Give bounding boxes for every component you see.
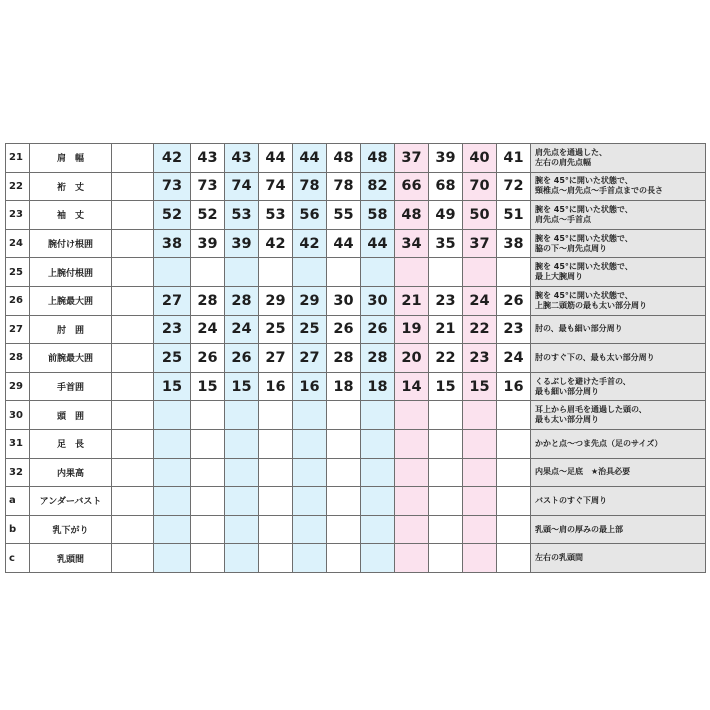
table-row	[6, 544, 706, 573]
size-value-cell: 26	[361, 315, 395, 344]
note-line: 乳頭〜肩の厚みの最上部	[535, 524, 623, 534]
size-value-cell	[327, 487, 361, 516]
size-value-cell: 39	[191, 229, 225, 258]
measurement-label: アンダーバスト	[30, 487, 112, 516]
size-value-cell	[259, 544, 293, 573]
table-row	[6, 487, 706, 516]
size-value-cell	[191, 429, 225, 458]
measurement-label: 頭 囲	[30, 401, 112, 430]
size-value-cell: 21	[395, 286, 429, 315]
size-value-cell: 44	[327, 229, 361, 258]
table-row	[6, 229, 706, 258]
size-value-cell	[154, 458, 191, 487]
size-value-cell: 74	[225, 172, 259, 201]
table-row	[6, 515, 706, 544]
size-value-cell: 27	[259, 344, 293, 373]
size-value-cell: 29	[259, 286, 293, 315]
size-value-cell	[395, 515, 429, 544]
measurement-note	[531, 401, 706, 430]
size-value-cell: 20	[395, 344, 429, 373]
size-value-cell: 26	[191, 344, 225, 373]
size-value-cell: 40	[463, 144, 497, 173]
row-number: 24	[6, 229, 30, 258]
empty-cell	[112, 144, 154, 173]
note-line: かかと点〜つま先点（足のサイズ）	[535, 438, 663, 448]
size-value-cell: 58	[361, 201, 395, 230]
measurement-note	[531, 172, 706, 201]
size-value-cell: 44	[259, 144, 293, 173]
size-value-cell: 39	[429, 144, 463, 173]
size-value-cell	[463, 544, 497, 573]
size-value-cell: 18	[327, 372, 361, 401]
note-line: 肘のすぐ下の、最も太い部分周り	[535, 352, 655, 362]
size-value-cell	[293, 429, 327, 458]
size-value-cell: 51	[497, 201, 531, 230]
empty-cell	[112, 458, 154, 487]
size-value-cell: 37	[395, 144, 429, 173]
size-value-cell	[191, 515, 225, 544]
measurement-note	[531, 487, 706, 516]
size-value-cell	[259, 515, 293, 544]
size-value-cell	[191, 458, 225, 487]
empty-cell	[112, 258, 154, 287]
size-value-cell: 22	[429, 344, 463, 373]
size-value-cell: 24	[225, 315, 259, 344]
size-value-cell: 26	[497, 286, 531, 315]
size-value-cell	[361, 515, 395, 544]
measurement-note	[531, 544, 706, 573]
size-value-cell	[191, 258, 225, 287]
table-row	[6, 201, 706, 230]
size-value-cell: 15	[429, 372, 463, 401]
row-number: 22	[6, 172, 30, 201]
size-value-cell: 18	[361, 372, 395, 401]
measurement-label: 手首囲	[30, 372, 112, 401]
size-value-cell: 39	[225, 229, 259, 258]
measurement-note	[531, 372, 706, 401]
size-value-cell	[259, 487, 293, 516]
row-number: c	[6, 544, 30, 573]
size-value-cell: 74	[259, 172, 293, 201]
size-value-cell	[361, 258, 395, 287]
size-value-cell	[361, 487, 395, 516]
size-value-cell: 28	[327, 344, 361, 373]
size-value-cell: 73	[191, 172, 225, 201]
measurement-note	[531, 344, 706, 373]
size-value-cell	[395, 429, 429, 458]
size-value-cell	[497, 258, 531, 287]
size-value-cell: 43	[191, 144, 225, 173]
size-value-cell	[395, 258, 429, 287]
size-value-cell: 66	[395, 172, 429, 201]
size-value-cell: 26	[225, 344, 259, 373]
size-value-cell: 42	[259, 229, 293, 258]
size-value-cell: 56	[293, 201, 327, 230]
size-value-cell	[293, 258, 327, 287]
size-value-cell: 16	[497, 372, 531, 401]
note-line: 腕を 45°に開いた状態で、	[535, 204, 633, 214]
note-line: バストのすぐ下周り	[535, 495, 607, 505]
size-value-cell	[429, 458, 463, 487]
size-value-cell: 22	[463, 315, 497, 344]
size-value-cell: 15	[191, 372, 225, 401]
row-number: 31	[6, 429, 30, 458]
size-value-cell: 28	[191, 286, 225, 315]
size-value-cell	[293, 401, 327, 430]
size-value-cell	[463, 401, 497, 430]
measurement-label: 袖 丈	[30, 201, 112, 230]
size-value-cell	[293, 544, 327, 573]
size-value-cell	[429, 429, 463, 458]
note-line: 最上大腕周り	[535, 272, 583, 282]
note-line: 左右の乳頭間	[535, 553, 583, 563]
size-value-cell: 44	[293, 144, 327, 173]
size-value-cell: 14	[395, 372, 429, 401]
size-value-cell: 15	[154, 372, 191, 401]
size-value-cell	[154, 544, 191, 573]
size-value-cell: 24	[463, 286, 497, 315]
measurement-note	[531, 286, 706, 315]
size-value-cell	[429, 487, 463, 516]
measurement-table	[5, 143, 706, 573]
note-line: 腕を 45°に開いた状態で、	[535, 290, 633, 300]
table-row	[6, 172, 706, 201]
empty-cell	[112, 344, 154, 373]
size-value-cell: 15	[463, 372, 497, 401]
measurement-label: 内果高	[30, 458, 112, 487]
size-value-cell: 38	[497, 229, 531, 258]
size-value-cell	[225, 544, 259, 573]
size-value-cell: 21	[429, 315, 463, 344]
measurement-note	[531, 144, 706, 173]
size-value-cell	[463, 515, 497, 544]
size-value-cell	[463, 258, 497, 287]
measurement-label: 乳下がり	[30, 515, 112, 544]
size-value-cell	[225, 487, 259, 516]
size-value-cell: 73	[154, 172, 191, 201]
size-value-cell: 43	[225, 144, 259, 173]
note-line: 脇の下〜肩先点周り	[535, 243, 607, 253]
size-value-cell: 15	[225, 372, 259, 401]
size-value-cell: 72	[497, 172, 531, 201]
empty-cell	[112, 229, 154, 258]
size-value-cell	[429, 515, 463, 544]
size-value-cell: 24	[191, 315, 225, 344]
row-number: 25	[6, 258, 30, 287]
note-line: 肩先点を通過した、	[535, 147, 607, 157]
size-value-cell	[497, 515, 531, 544]
empty-cell	[112, 515, 154, 544]
note-line: 腕を 45°に開いた状態で、	[535, 262, 633, 272]
size-value-cell	[293, 515, 327, 544]
size-value-cell	[497, 487, 531, 516]
size-value-cell	[429, 544, 463, 573]
note-line: 肩先点〜手首点	[535, 214, 591, 224]
size-value-cell: 27	[293, 344, 327, 373]
note-line: 上腕二頭筋の最も太い部分周り	[535, 300, 647, 310]
measurement-label: 上腕付根囲	[30, 258, 112, 287]
size-value-cell	[463, 487, 497, 516]
note-line: くるぶしを避けた手首の、	[535, 376, 631, 386]
table-row	[6, 458, 706, 487]
size-value-cell	[225, 458, 259, 487]
measurement-label: 腕付け根囲	[30, 229, 112, 258]
size-value-cell: 25	[293, 315, 327, 344]
row-number: 30	[6, 401, 30, 430]
size-value-cell	[191, 544, 225, 573]
row-number: 32	[6, 458, 30, 487]
measurement-label: 前腕最大囲	[30, 344, 112, 373]
table-row	[6, 344, 706, 373]
note-line: 内果点〜足底 ★治具必要	[535, 467, 631, 477]
size-value-cell: 16	[293, 372, 327, 401]
size-value-cell: 48	[395, 201, 429, 230]
size-value-cell: 37	[463, 229, 497, 258]
measurement-label: 乳頭間	[30, 544, 112, 573]
size-value-cell	[361, 544, 395, 573]
size-value-cell: 34	[395, 229, 429, 258]
size-value-cell	[225, 258, 259, 287]
size-value-cell	[225, 429, 259, 458]
size-value-cell: 30	[361, 286, 395, 315]
size-value-cell: 53	[225, 201, 259, 230]
size-value-cell	[429, 401, 463, 430]
measurement-label: 肩 幅	[30, 144, 112, 173]
size-value-cell	[395, 401, 429, 430]
row-number: 28	[6, 344, 30, 373]
size-value-cell	[361, 458, 395, 487]
size-value-cell	[293, 487, 327, 516]
size-value-cell	[327, 401, 361, 430]
size-value-cell	[225, 401, 259, 430]
size-value-cell	[327, 429, 361, 458]
measurement-note	[531, 229, 706, 258]
size-value-cell	[395, 544, 429, 573]
table-row	[6, 144, 706, 173]
size-value-cell	[361, 401, 395, 430]
table-row	[6, 258, 706, 287]
size-value-cell: 24	[497, 344, 531, 373]
size-value-cell	[497, 429, 531, 458]
size-value-cell	[497, 458, 531, 487]
empty-cell	[112, 172, 154, 201]
size-value-cell	[395, 458, 429, 487]
size-value-cell	[259, 458, 293, 487]
size-value-cell	[259, 401, 293, 430]
size-value-cell: 16	[259, 372, 293, 401]
size-value-cell	[361, 429, 395, 458]
row-number: 29	[6, 372, 30, 401]
empty-cell	[112, 201, 154, 230]
size-value-cell: 70	[463, 172, 497, 201]
empty-cell	[112, 372, 154, 401]
size-value-cell: 35	[429, 229, 463, 258]
row-number: 21	[6, 144, 30, 173]
note-line: 左右の肩先点幅	[535, 157, 591, 167]
size-value-cell: 26	[327, 315, 361, 344]
measurement-note	[531, 201, 706, 230]
note-line: 腕を 45°に開いた状態で、	[535, 233, 633, 243]
measurement-label: 肘 囲	[30, 315, 112, 344]
row-number: 27	[6, 315, 30, 344]
size-value-cell	[154, 515, 191, 544]
size-value-cell	[191, 401, 225, 430]
note-line: 頸椎点〜肩先点〜手首点までの長さ	[535, 186, 663, 196]
size-value-cell	[327, 458, 361, 487]
measurement-label: 足 長	[30, 429, 112, 458]
measurement-note	[531, 458, 706, 487]
size-value-cell: 25	[259, 315, 293, 344]
measurement-label: 裄 丈	[30, 172, 112, 201]
table-row	[6, 372, 706, 401]
size-value-cell	[429, 258, 463, 287]
size-value-cell: 68	[429, 172, 463, 201]
empty-cell	[112, 544, 154, 573]
size-value-cell	[327, 544, 361, 573]
row-number: a	[6, 487, 30, 516]
size-value-cell: 49	[429, 201, 463, 230]
size-value-cell: 19	[395, 315, 429, 344]
size-value-cell: 23	[463, 344, 497, 373]
note-line: 最も細い部分周り	[535, 386, 599, 396]
size-value-cell: 23	[429, 286, 463, 315]
size-value-cell: 52	[154, 201, 191, 230]
row-number: 26	[6, 286, 30, 315]
size-value-cell	[259, 429, 293, 458]
size-value-cell: 53	[259, 201, 293, 230]
size-value-cell: 78	[327, 172, 361, 201]
size-value-cell: 52	[191, 201, 225, 230]
empty-cell	[112, 286, 154, 315]
size-value-cell	[154, 401, 191, 430]
size-value-cell: 23	[154, 315, 191, 344]
size-value-cell: 48	[327, 144, 361, 173]
size-value-cell: 29	[293, 286, 327, 315]
table-row	[6, 315, 706, 344]
empty-cell	[112, 401, 154, 430]
size-value-cell	[497, 401, 531, 430]
measurement-note	[531, 429, 706, 458]
size-value-cell	[327, 515, 361, 544]
size-value-cell: 82	[361, 172, 395, 201]
size-value-cell	[463, 429, 497, 458]
note-line: 最も太い部分周り	[535, 415, 599, 425]
note-line: 耳上から眉毛を通過した頭の、	[535, 405, 647, 415]
size-value-cell	[293, 458, 327, 487]
size-value-cell: 48	[361, 144, 395, 173]
size-value-cell: 42	[154, 144, 191, 173]
row-number: 23	[6, 201, 30, 230]
measurement-note	[531, 258, 706, 287]
size-value-cell: 42	[293, 229, 327, 258]
row-number: b	[6, 515, 30, 544]
empty-cell	[112, 429, 154, 458]
size-value-cell	[191, 487, 225, 516]
size-value-cell: 50	[463, 201, 497, 230]
measurement-note	[531, 515, 706, 544]
table-row	[6, 286, 706, 315]
size-value-cell: 30	[327, 286, 361, 315]
note-line: 肘の、最も細い部分周り	[535, 324, 623, 334]
size-value-cell	[154, 429, 191, 458]
table-row	[6, 401, 706, 430]
empty-cell	[112, 315, 154, 344]
size-value-cell	[154, 487, 191, 516]
size-value-cell: 25	[154, 344, 191, 373]
size-value-cell: 44	[361, 229, 395, 258]
measurement-note	[531, 315, 706, 344]
measurement-label: 上腕最大囲	[30, 286, 112, 315]
table-row	[6, 429, 706, 458]
empty-cell	[112, 487, 154, 516]
size-value-cell: 55	[327, 201, 361, 230]
size-value-cell	[395, 487, 429, 516]
size-value-cell: 41	[497, 144, 531, 173]
size-value-cell: 28	[225, 286, 259, 315]
size-value-cell	[327, 258, 361, 287]
size-value-cell: 27	[154, 286, 191, 315]
size-value-cell: 28	[361, 344, 395, 373]
note-line: 腕を 45°に開いた状態で、	[535, 176, 633, 186]
size-value-cell	[154, 258, 191, 287]
size-value-cell: 38	[154, 229, 191, 258]
size-value-cell	[225, 515, 259, 544]
size-value-cell: 23	[497, 315, 531, 344]
size-value-cell	[463, 458, 497, 487]
size-value-cell: 78	[293, 172, 327, 201]
size-value-cell	[497, 544, 531, 573]
size-value-cell	[259, 258, 293, 287]
